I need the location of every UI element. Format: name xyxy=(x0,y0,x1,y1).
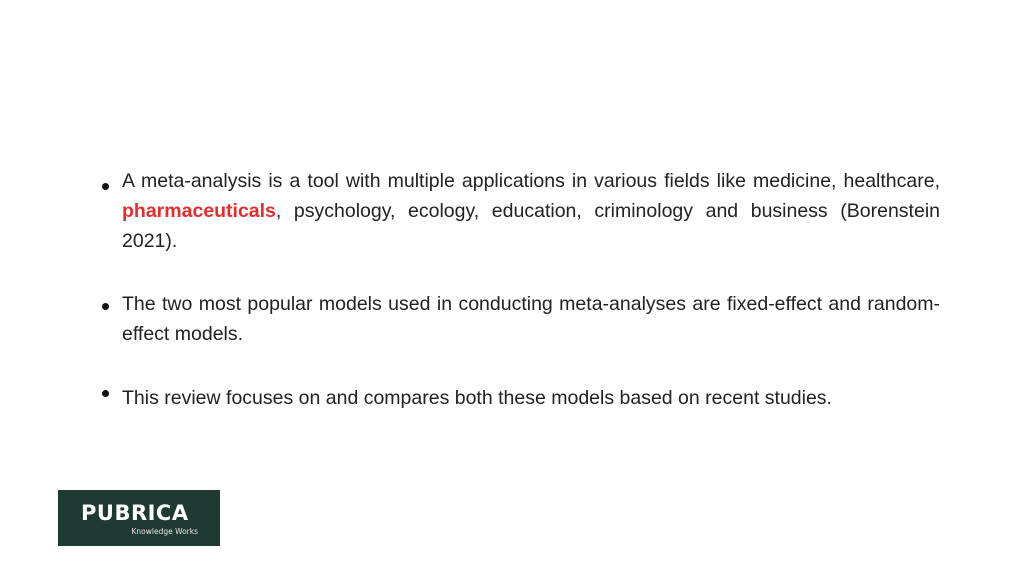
bullet-dot-icon xyxy=(102,390,109,397)
bullet-item xyxy=(100,289,940,349)
bullet-text: The two most popular models used in conducting meta-analyses are fixed-effect and random-effect models. xyxy=(122,293,940,345)
logo-wordmark: PUBRICA xyxy=(81,501,189,525)
logo-tagline: Knowledge Works xyxy=(131,527,198,536)
highlighted-keyword: pharmaceuticals xyxy=(122,200,276,222)
bullet-dot-icon xyxy=(102,303,109,310)
bullet-list xyxy=(100,166,940,413)
bullet-text: This review focuses on and compares both these models based on recent studies. xyxy=(122,387,832,409)
bullet-text-part: A meta-analysis is a tool with multiple applications in various fields like medicine, healthcare, xyxy=(122,170,940,192)
bullet-text-part: , psychology, ecology, education, criminology and business (Borenstein 2021). xyxy=(122,200,940,252)
bullet-dot-icon xyxy=(102,183,109,190)
bullet-item xyxy=(100,166,940,256)
pubrica-logo xyxy=(58,490,220,546)
bullet-item xyxy=(100,383,940,413)
